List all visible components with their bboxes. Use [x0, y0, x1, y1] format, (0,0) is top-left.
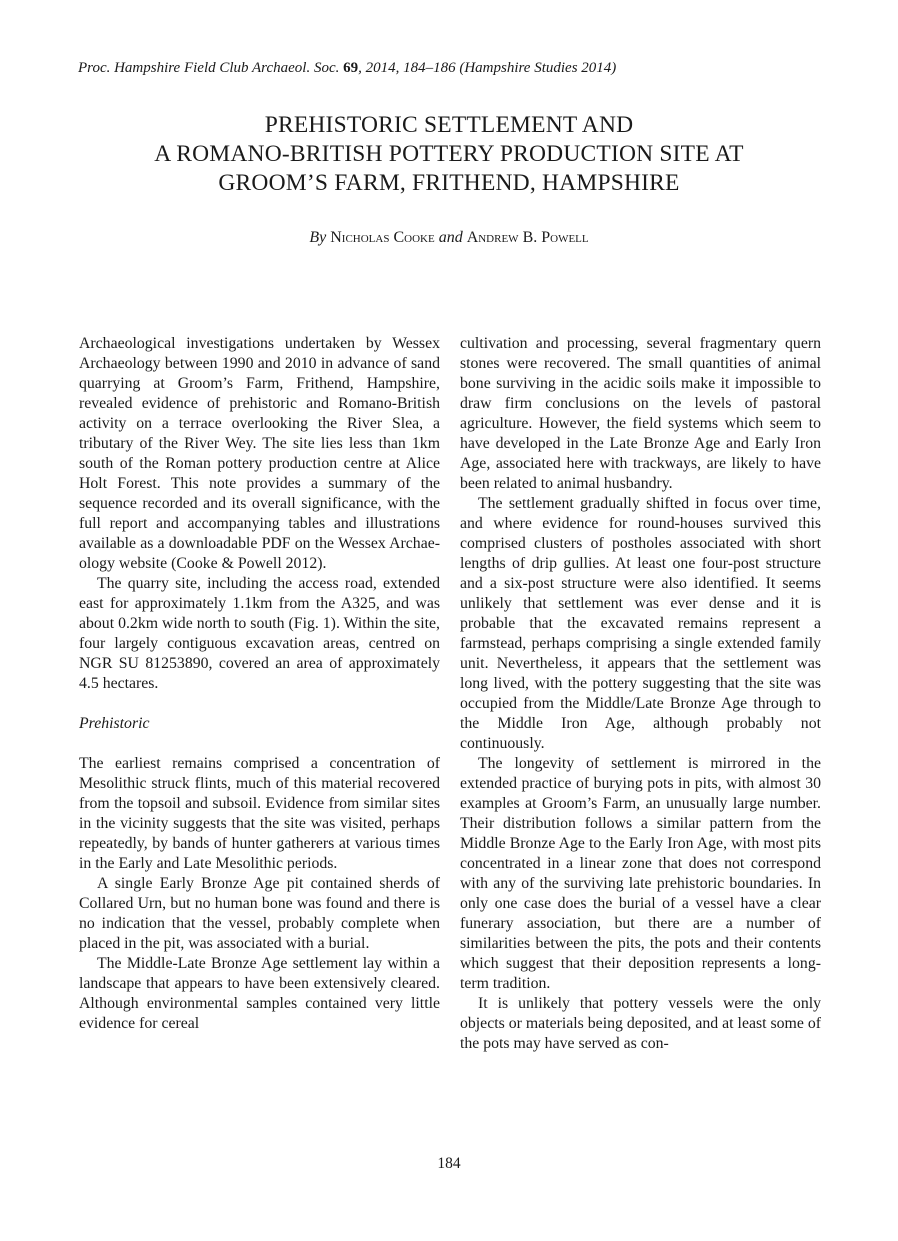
author-1: Nicholas Cooke	[330, 229, 435, 246]
running-head	[78, 58, 818, 78]
paragraph: The quarry site, including the access road, extended east for approximately 1.1km from the A325, and was about 0.2km wide north to south (Fig. 1). Within the site, four largely contiguous excavation areas, centred on NGR SU 81253890, covered an area of approximately 4.5 hectares.	[79, 575, 440, 692]
left-column	[79, 334, 440, 1034]
byline-and: and	[438, 229, 463, 246]
paragraph: cultivation and processing, several fragmentary quern stones were recovered. The small quantities of animal bone surviving in the acidic soils make it impossible to draw firm conclusions on the levels of pastoral agriculture. However, the field systems which seem to have developed in the Late Bronze Age and Early Iron Age, associated here with trackways, are likely to have been related to animal husbandry.	[460, 335, 821, 492]
article-title	[60, 111, 838, 198]
paragraph: The longevity of settlement is mirrored in the extended practice of burying pots in pits, with almost 30 examples at Groom’s Farm, an unusually large number. Their distribution follows a similar pattern from the Middle Bronze Age to the Early Iron Age, with most pits concentrated in a linear zone that does not correspond with any of the surviving late prehistoric boundaries. In only one case does the burial of a vessel have a clear funerary association, but there are a number of similarities between the pits, the pots and their contents which suggest that their deposition represents a long-term tradition.	[460, 755, 821, 992]
right-column	[460, 334, 821, 1054]
journal-name: Proc. Hampshire Field Club Archaeol. Soc.	[78, 60, 340, 76]
author-2: Andrew B. Powell	[466, 229, 589, 246]
title-line-1: PREHISTORIC SETTLEMENT AND	[264, 112, 634, 138]
citation-details: , 2014, 184–186 (Hampshire Studies 2014)	[358, 60, 617, 76]
title-line-2: A ROMANO-BRITISH POTTERY PRODUCTION SITE AT	[154, 141, 744, 167]
paragraph: The earliest remains comprised a concentration of Mesolithic struck flints, much of this material recovered from the topsoil and subsoil. Evidence from similar sites in the vicinity suggests that the site was visited, perhaps repeatedly, by bands of hunter gatherers at various times in the Early and Late Mesolithic periods.	[79, 755, 440, 872]
byline-by: By	[309, 229, 327, 246]
volume-number: 69	[343, 60, 359, 76]
paragraph: A single Early Bronze Age pit contained sherds of Collared Urn, but no human bone was found and there is no indication that the vessel, probably complete when placed in the pit, was associated with a burial.	[79, 875, 440, 952]
section-heading-prehistoric: Prehistoric	[79, 715, 150, 732]
byline	[60, 228, 838, 248]
paragraph: It is unlikely that pottery vessels were the only objects or materials being deposited, and at least some of the pots may have served as con-	[460, 995, 821, 1052]
title-line-3: GROOM’S FARM, FRITHEND, HAMPSHIRE	[218, 170, 680, 196]
paragraph: The settlement gradually shifted in focus over time, and where evidence for round-houses survived this comprised clusters of postholes associated with short lengths of drip gullies. At least one four-post structure and a six-post structure were also identified. It seems unlikely that settlement was ever dense and it is probable that the excavated remains represent a farmstead, perhaps comprising a single extended family unit. Nevertheless, it appears that the settlement was long lived, with the pottery suggesting that the site was occupied from the Middle/Late Bronze Age through to the Middle Iron Age, although probably not continuously.	[460, 495, 821, 752]
page-number: 184	[437, 1155, 461, 1172]
paragraph: Archaeological investigations undertaken by Wessex Archaeology between 1990 and 2010 in advance of sand quarrying at Groom’s Farm, Frithend, Hampshire, revealed evidence of prehistoric and Romano-British activity on a terrace overlooking the River Slea, a tributary of the River Wey. The site lies less than 1km south of the Roman pottery production centre at Alice Holt Forest. This note provides a summary of the sequence recorded and its overall significance, with the full report and accompanying tables and illustrations available as a downloadable PDF on the Wessex Archaeology website (Cooke & Powell 2012).	[79, 335, 440, 572]
paragraph: The Middle-Late Bronze Age settlement lay within a landscape that appears to have been extensively cleared. Although environmental samples contained very little evidence for cereal	[79, 955, 440, 1032]
